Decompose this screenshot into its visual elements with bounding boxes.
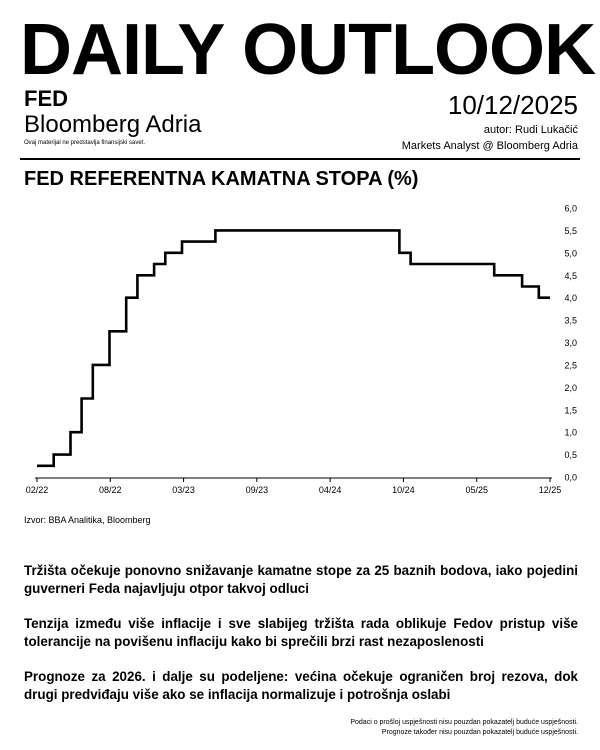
y-tick-label: 2,5 bbox=[564, 360, 577, 371]
x-tick-label: 05/25 bbox=[465, 485, 488, 495]
brand-name: Bloomberg Adria bbox=[24, 111, 202, 138]
y-tick-label: 3,5 bbox=[564, 315, 577, 326]
y-tick-label: 0,0 bbox=[564, 472, 577, 483]
y-tick-label: 4,0 bbox=[564, 293, 577, 304]
key-point-2: Tenzija između više inflacije i sve slabijeg tržišta rada oblikuje Fedov pristup više tolerancije na povišenu inflaciju kako bi sprečili brzi rast nezaposlenosti bbox=[24, 616, 578, 649]
x-tick-label: 10/24 bbox=[392, 485, 415, 495]
x-tick-label: 09/23 bbox=[245, 485, 269, 495]
author-line: autor: Rudi Lukačić bbox=[483, 124, 578, 136]
x-tick-label: 12/25 bbox=[538, 485, 562, 495]
masthead-title: DAILY OUTLOOK bbox=[20, 10, 596, 90]
source-note: Izvor: BBA Analitika, Bloomberg bbox=[24, 515, 151, 525]
chart-title: FED REFERENTNA KAMATNA STOPA (%) bbox=[24, 168, 419, 190]
y-axis bbox=[564, 204, 577, 483]
y-tick-label: 6,0 bbox=[564, 203, 577, 214]
rate-chart bbox=[0, 196, 600, 506]
x-tick-label: 02/22 bbox=[25, 485, 49, 495]
section-tag: FED bbox=[24, 86, 68, 111]
y-tick-label: 4,5 bbox=[564, 270, 577, 281]
y-tick-label: 0,5 bbox=[564, 450, 577, 461]
key-points bbox=[24, 562, 578, 721]
y-tick-label: 1,5 bbox=[564, 405, 577, 416]
y-tick-label: 5,0 bbox=[564, 248, 577, 259]
footer-line-2: Prognoze također nisu pouzdan pokazatelj buduće uspješnosti. bbox=[381, 729, 578, 736]
brand-disclaimer: Ovaj materijal ne predstavlja finansijski savet. bbox=[24, 140, 146, 146]
x-tick-label: 04/24 bbox=[318, 485, 342, 495]
series-line-fed-funds-rate bbox=[37, 230, 550, 465]
y-tick-label: 5,5 bbox=[564, 225, 577, 236]
author-role: Markets Analyst @ Bloomberg Adria bbox=[401, 140, 578, 152]
x-tick-label: 03/23 bbox=[172, 485, 195, 495]
footer-line-1: Podaci o prošlој uspješnosti nisu pouzdan pokazatelj buduće uspješnosti. bbox=[350, 719, 578, 726]
key-point-1: Tržišta očekuje ponovno snižavanje kamatne stope za 25 baznih bodova, iako pojedini guverneri Feda najavljuju otpor takvoj odluci bbox=[24, 563, 578, 596]
x-axis bbox=[26, 478, 562, 495]
footer-disclaimer bbox=[350, 718, 578, 738]
report-date: 10/12/2025 bbox=[447, 90, 578, 120]
y-tick-label: 3,0 bbox=[564, 338, 577, 348]
key-point-3: Prognoze za 2026. i dalje su podeljene: većina očekuje ograničen broj rezova, dok drugi predviđaju više ako se inflacija normalizuje i potrošnja oslabi bbox=[24, 669, 578, 702]
y-tick-label: 2,0 bbox=[564, 382, 577, 393]
y-tick-label: 1,0 bbox=[564, 427, 577, 438]
x-tick-label: 08/22 bbox=[99, 485, 122, 495]
header-divider bbox=[20, 158, 580, 160]
